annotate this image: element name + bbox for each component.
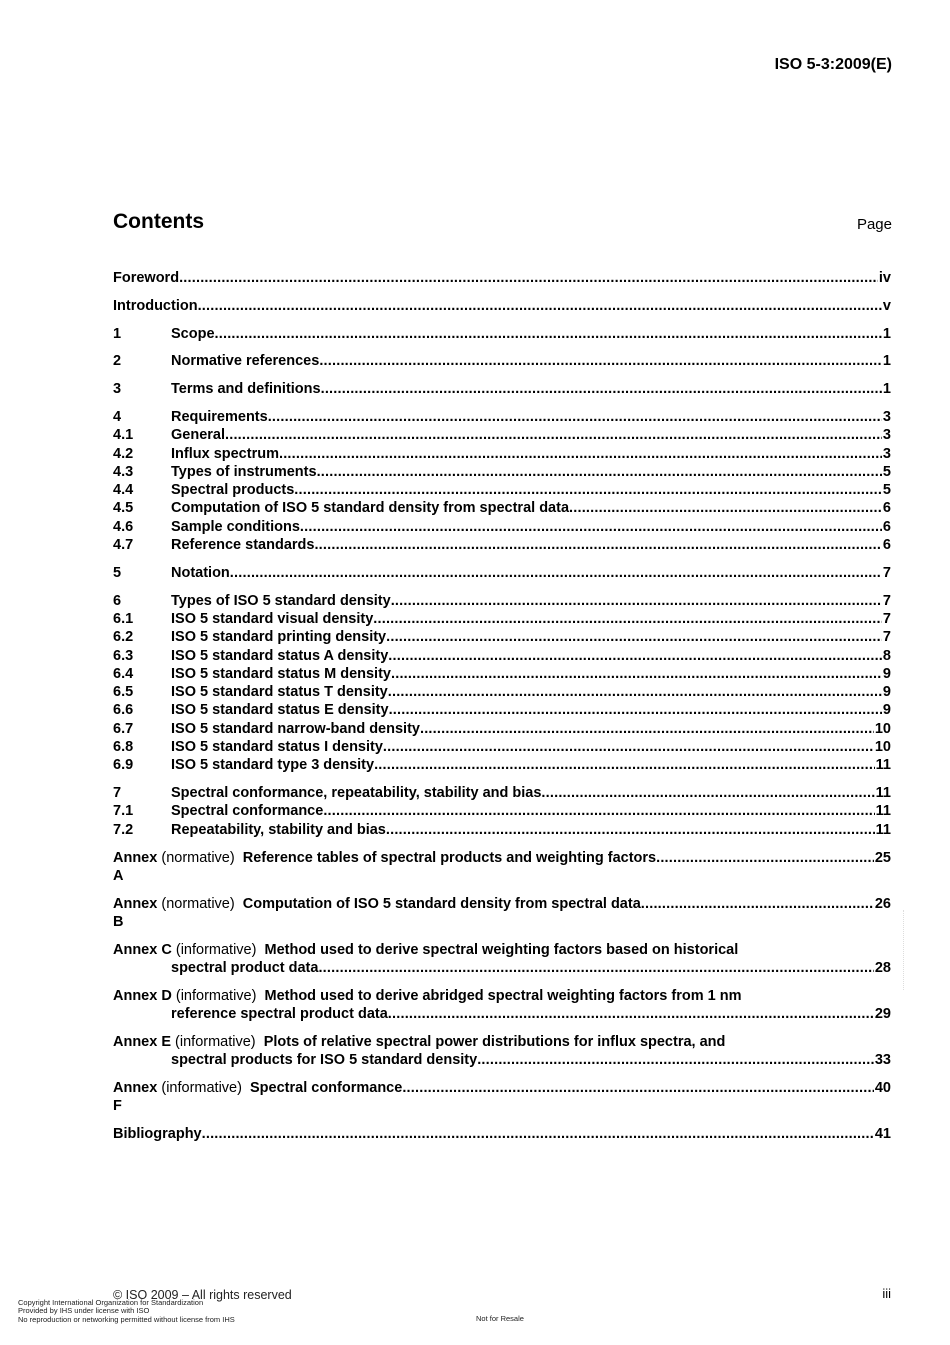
toc-entry-title: Spectral conformance	[171, 803, 324, 820]
page-column-label: Page	[856, 216, 892, 233]
annex-line	[113, 849, 891, 886]
dot-leader	[268, 408, 882, 426]
toc-entry-page: 11	[875, 821, 891, 838]
toc-entry-title: ISO 5 standard visual density	[171, 610, 374, 627]
toc-entry-page: 6	[882, 518, 891, 535]
annex-page: 29	[874, 1006, 891, 1023]
annex-entry[interactable]	[113, 895, 891, 932]
toc-entry-number: 3	[113, 381, 122, 398]
toc-entry-title: Influx spectrum	[171, 445, 279, 462]
toc-entry-title: Spectral products	[171, 482, 295, 499]
toc-entry-title: Bibliography	[113, 1126, 202, 1143]
toc-entry[interactable]	[113, 683, 891, 701]
dot-leader	[388, 647, 882, 665]
toc-entry[interactable]	[113, 269, 891, 287]
dot-leader	[319, 352, 882, 370]
annex-entry[interactable]	[113, 941, 891, 978]
toc-entry-number: 4.5	[113, 500, 134, 517]
dot-leader	[383, 738, 874, 756]
toc-entry[interactable]	[113, 821, 891, 839]
toc-entry[interactable]	[113, 564, 891, 582]
toc-entry-title: ISO 5 standard status E density	[171, 702, 389, 719]
dot-leader	[541, 784, 874, 802]
toc-entry-title: Terms and definitions	[171, 381, 321, 398]
toc-entry-number: 6	[113, 592, 122, 609]
toc-entry[interactable]	[113, 408, 891, 426]
toc-entry-page: 7	[882, 592, 891, 609]
toc-entry[interactable]	[113, 802, 891, 820]
toc-entry[interactable]	[113, 426, 891, 444]
annex-entry[interactable]	[113, 987, 891, 1024]
annex-page: 26	[874, 895, 891, 912]
toc-entry[interactable]	[113, 352, 891, 370]
toc-entry-title: ISO 5 standard type 3 density	[171, 757, 375, 774]
dot-leader	[279, 445, 882, 463]
ihs-notice-line: Provided by IHS under license with ISO	[18, 1306, 150, 1315]
annex-label: Annex F	[113, 1079, 158, 1115]
toc-entry-page: 6	[882, 500, 891, 517]
toc-entry-page: 5	[882, 463, 891, 480]
annex-line-continued	[113, 1005, 891, 1023]
table-of-contents	[113, 269, 891, 1143]
copyright-footer: © ISO 2009 – All rights reserved	[113, 1288, 292, 1302]
annex-label: Annex E	[113, 1033, 172, 1050]
toc-entry-number: 6.7	[113, 720, 134, 737]
toc-entry-title: Normative references	[171, 353, 320, 370]
annex-entry[interactable]	[113, 1033, 891, 1070]
annex-kind: (informative)	[175, 987, 257, 1004]
toc-entry-page: 7	[882, 564, 891, 581]
annex-title: Method used to derive abridged spectral weighting factors from 1 nm	[264, 987, 742, 1004]
dot-leader	[388, 683, 882, 701]
toc-entry[interactable]	[113, 665, 891, 683]
toc-entry[interactable]	[113, 738, 891, 756]
dot-leader	[477, 1051, 874, 1069]
annex-title-continued: reference spectral product data	[171, 1006, 388, 1023]
annex-entry[interactable]	[113, 849, 891, 886]
toc-entry-number: 6.5	[113, 684, 134, 701]
annex-kind: (informative)	[161, 1079, 242, 1096]
annex-line	[113, 987, 891, 1005]
toc-entry-page: 7	[882, 629, 891, 646]
dot-leader	[215, 325, 882, 343]
dot-leader	[321, 380, 882, 398]
dot-leader	[389, 701, 882, 719]
annex-label: Annex A	[113, 849, 158, 884]
toc-entry-title: Scope	[171, 325, 215, 342]
toc-entry-page: 9	[882, 665, 891, 682]
toc-entry-page: 3	[882, 408, 891, 425]
toc-entry-page: v	[882, 297, 891, 314]
toc-entry-number: 6.2	[113, 629, 134, 646]
ihs-notice-line: No reproduction or networking permitted without license from IHS	[18, 1315, 235, 1324]
annex-line-continued	[113, 1051, 891, 1069]
dot-leader	[641, 895, 874, 913]
annex-kind: (informative)	[175, 941, 257, 958]
toc-entry-number: 7.1	[113, 803, 134, 820]
toc-entry-title: Computation of ISO 5 standard density from spectral data	[171, 500, 570, 517]
toc-entry-page: 3	[882, 427, 891, 444]
toc-entry-number: 7	[113, 785, 122, 802]
toc-entry-page: 41	[874, 1126, 891, 1143]
toc-entry-number: 5	[113, 564, 122, 581]
toc-entry[interactable]	[113, 592, 891, 610]
toc-entry-page: 8	[882, 647, 891, 664]
toc-entry-page: 10	[874, 720, 891, 737]
toc-entry[interactable]	[113, 720, 891, 738]
annex-title-continued: spectral products for ISO 5 standard density	[171, 1052, 478, 1069]
dot-leader	[318, 959, 873, 977]
dot-leader	[386, 628, 882, 646]
toc-entry-number: 7.2	[113, 821, 134, 838]
toc-entry-title: ISO 5 standard status I density	[171, 739, 383, 756]
toc-entry[interactable]	[113, 518, 891, 536]
dot-leader	[314, 536, 881, 554]
annex-page: 25	[874, 849, 891, 866]
dot-leader	[225, 426, 882, 444]
toc-entry-page: 3	[882, 445, 891, 462]
toc-entry-page: 10	[874, 739, 891, 756]
toc-entry[interactable]	[113, 481, 891, 499]
dot-leader	[294, 481, 882, 499]
annex-line	[113, 895, 891, 932]
dot-leader	[300, 518, 882, 536]
annex-line	[113, 1079, 891, 1116]
toc-entry-title: Requirements	[171, 408, 268, 425]
toc-entry[interactable]	[113, 628, 891, 646]
toc-entry-number: 6.1	[113, 610, 134, 627]
dot-leader	[391, 592, 882, 610]
toc-entry-title: ISO 5 standard narrow-band density	[171, 720, 420, 737]
toc-entry-title: Spectral conformance, repeatability, stability and bias	[171, 785, 542, 802]
page-number: iii	[882, 1286, 891, 1301]
dot-leader	[198, 297, 882, 315]
toc-entry-title: ISO 5 standard status M density	[171, 665, 391, 682]
toc-entry-number: 4.4	[113, 482, 134, 499]
toc-entry-number: 6.3	[113, 647, 134, 664]
document-id: ISO 5-3:2009(E)	[774, 56, 892, 73]
annex-line	[113, 1033, 891, 1051]
toc-entry-page: 11	[875, 803, 891, 820]
toc-entry-number: 6.4	[113, 665, 134, 682]
annex-line	[113, 941, 891, 959]
annex-title: Computation of ISO 5 standard density from spectral data	[242, 895, 641, 912]
toc-entry-number: 4.3	[113, 463, 134, 480]
toc-entry-number: 4.7	[113, 537, 134, 554]
dot-leader	[402, 1079, 874, 1097]
dot-leader	[391, 665, 882, 683]
toc-entry-number: 2	[113, 353, 122, 370]
toc-entry-bibliography[interactable]	[113, 1125, 891, 1143]
toc-entry[interactable]	[113, 499, 891, 517]
toc-entry-number: 4.1	[113, 427, 134, 444]
annex-label: Annex B	[113, 895, 158, 930]
annex-entry[interactable]	[113, 1079, 891, 1116]
annex-title-continued: spectral product data	[171, 960, 319, 976]
toc-entry-number: 1	[113, 325, 122, 342]
annex-kind: (normative)	[161, 895, 235, 912]
toc-entry-title: Foreword	[113, 270, 180, 286]
dot-leader	[386, 821, 875, 839]
dot-leader	[179, 269, 878, 287]
annex-page: 28	[874, 960, 891, 976]
toc-entry[interactable]	[113, 297, 891, 315]
toc-entry-page: 9	[882, 702, 891, 719]
dot-leader	[202, 1125, 874, 1143]
toc-entry-title: Types of instruments	[171, 463, 317, 480]
toc-entry[interactable]	[113, 463, 891, 481]
toc-entry-number: 4	[113, 408, 122, 425]
dot-leader	[323, 802, 874, 820]
ihs-notice-line: Copyright International Organization for Standardization	[18, 1298, 204, 1307]
toc-entry[interactable]	[113, 610, 891, 628]
toc-entry-page: iv	[878, 270, 891, 286]
toc-entry-number: 6.6	[113, 702, 134, 719]
annex-title: Spectral conformance	[250, 1079, 403, 1096]
annex-line-continued	[113, 959, 891, 977]
dot-leader	[373, 610, 882, 628]
dot-leader	[317, 463, 882, 481]
toc-entry[interactable]	[113, 536, 891, 554]
toc-entry-number: 4.2	[113, 445, 134, 462]
not-for-resale-notice: Not for Resale	[476, 1314, 524, 1323]
dot-leader	[656, 849, 874, 867]
annex-page: 33	[874, 1052, 891, 1069]
annex-kind: (informative)	[175, 1033, 256, 1050]
dot-leader	[420, 720, 874, 738]
toc-entry-title: ISO 5 standard status A density	[171, 647, 389, 664]
toc-entry[interactable]	[113, 756, 891, 774]
toc-entry-number: 6.9	[113, 757, 134, 774]
toc-entry-page: 6	[882, 537, 891, 554]
annex-page: 40	[874, 1079, 891, 1096]
annex-title: Plots of relative spectral power distributions for influx spectra, and	[263, 1033, 726, 1050]
toc-entry-page: 9	[882, 684, 891, 701]
toc-entry-title: Sample conditions	[171, 518, 300, 535]
toc-entry-page: 1	[882, 381, 891, 398]
toc-entry[interactable]	[113, 380, 891, 398]
dot-leader	[230, 564, 882, 582]
toc-entry-number: 6.8	[113, 739, 134, 756]
toc-entry-title: Repeatability, stability and bias	[171, 821, 386, 838]
toc-entry-title: ISO 5 standard printing density	[171, 629, 387, 646]
toc-entry-title: General	[171, 427, 225, 444]
toc-entry-page: 1	[882, 325, 891, 342]
toc-entry-page: 11	[875, 757, 891, 774]
toc-entry-number: 4.6	[113, 518, 134, 535]
contents-heading: Contents	[113, 210, 204, 233]
toc-entry-title: Types of ISO 5 standard density	[171, 592, 391, 609]
annex-kind: (normative)	[161, 849, 235, 866]
toc-entry[interactable]	[113, 784, 891, 802]
toc-entry-title: ISO 5 standard status T density	[171, 684, 388, 701]
annex-title: Reference tables of spectral products and weighting factors	[242, 849, 657, 866]
dot-leader	[388, 1005, 874, 1023]
dot-leader	[374, 756, 875, 774]
toc-entry[interactable]	[113, 647, 891, 665]
annex-label: Annex D	[113, 987, 172, 1004]
toc-entry[interactable]	[113, 445, 891, 463]
margin-mark	[903, 910, 910, 990]
toc-entry-title: Reference standards	[171, 537, 315, 554]
toc-entry[interactable]	[113, 701, 891, 719]
toc-entry-page: 5	[882, 482, 891, 499]
dot-leader	[569, 499, 882, 517]
toc-entry-title: Introduction	[113, 297, 198, 314]
toc-entry-title: Notation	[171, 564, 230, 581]
toc-entry-page: 7	[882, 610, 891, 627]
toc-entry[interactable]	[113, 325, 891, 343]
toc-entry-page: 1	[882, 353, 891, 370]
annex-title: Method used to derive spectral weighting factors based on historical	[264, 941, 739, 958]
annex-label: Annex C	[113, 941, 172, 958]
toc-entry-page: 11	[875, 785, 891, 802]
